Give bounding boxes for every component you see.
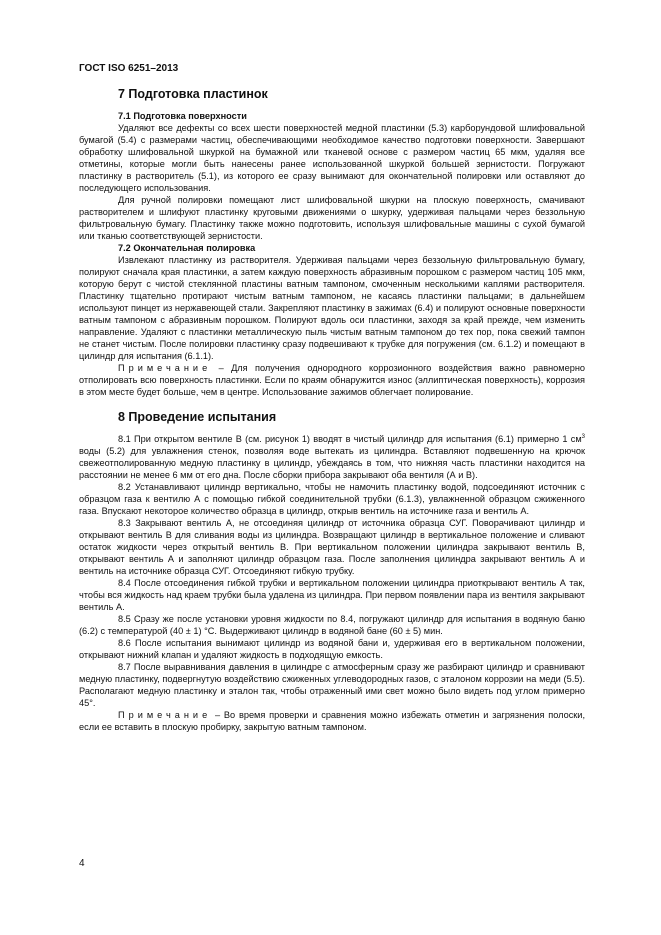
document-header: ГОСТ ISO 6251–2013 — [79, 63, 179, 74]
section-7-title: 7 Подготовка пластинок — [118, 87, 268, 101]
paragraph-8-6: 8.6 После испытания вынимают цилиндр из водяной бани и, удерживая его в вертикальном положении, открывают нижний клапан и удаляют жидкость в подходящую емкость. — [79, 638, 585, 660]
paragraph-8-2: 8.2 Устанавливают цилиндр вертикально, чтобы не намочить пластинку водой, подсоединяют источник с образцом газа к вентилю А с помощью гибкой соединительной трубки (6.1.3), увлажненной образцом сжиженного газа. Впускают некоторое количество образца в цилиндр, открыв вентиль на источнике газа и вентиль А. — [79, 482, 585, 516]
subsection-7-1-title: 7.1 Подготовка поверхности — [118, 111, 247, 121]
paragraph-7-1-1: Удаляют все дефекты со всех шести поверхностей медной пластинки (5.3) карборундовой шлифовальной бумагой (5.4) с размерами частиц, обеспечивающими необходимое качество подготовки поверхности. Завершают обработку шлифовальной шкуркой на бумажной или тканевой основе с размером частиц 65 мкм, удаляя все отметины, которые могли быть нанесены ранее использованной шкуркой большей зернистости. Погружают пластинку в растворитель (5.1), из которого ее сразу вынимают для окончательной полировки или оставляют до последующего использования. — [79, 123, 585, 193]
page-content — [79, 88, 585, 733]
note-7-2 — [79, 362, 585, 398]
note-label: Примечание — [118, 363, 212, 373]
section-8-title: 8 Проведение испытания — [118, 410, 277, 424]
note-text: – Во время проверки и сравнения можно избежать отметин и загрязнения полоски, если ее вставить в плоскую пробирку, закрытую ватным тампоном. — [79, 710, 585, 732]
paragraph-8-3: 8.3 Закрывают вентиль А, не отсоединяя цилиндр от источника образца СУГ. Поворачивают цилиндр и открывают вентиль В для сливания воды из цилиндра. Возвращают цилиндр в вертикальное положение и сливают остаток жидкости через открытый вентиль В. При вертикальном положении цилиндра закрывают вентиль В, открывают вентиль А и заполняют цилиндр образцом газа. После заполнения цилиндра закрывают вентиль А и вентиль на источнике образца СУГ. Отсоединяют гибкую трубку. — [79, 518, 585, 576]
paragraph-8-7: 8.7 После выравнивания давления в цилиндре с атмосферным сразу же разбирают цилиндр и сравнивают медную пластинку, подвергнутую воздействию сжиженных углеводородных газов, с эталоном коррозии на меди (5.5). Располагают медную пластинку и эталон так, чтобы отраженный ими свет можно было видеть под углом примерно 45°. — [79, 662, 585, 708]
note-text: – Для получения однородного коррозионного воздействия важно равномерно отполировать всю поверхность пластинки. Если по краям обнаружится износ (эллиптическая поверхность), коррозия в этом месте будет больше, чем в центре. Использование зажимов облегчает полирование. — [79, 363, 585, 397]
note-label: Примечание — [118, 710, 212, 720]
paragraph-8-1: 8.1 При открытом вентиле В (см. рисунок 1) вводят в чистый цилиндр для испытания (6.1) примерно 1 $см^3$ воды (5.2) для увлажнения стенок, позволяя воде вытекать из цилиндра. Вставляют подвешенную на крючок свежеотполированную медную пластинку в цилиндр, убеждаясь в том, что нижняя часть пластинки находится на расстоянии не менее 6 мм от его дна. После сборки прибора закрывают оба вентиля (А и В). — [79, 433, 585, 480]
paragraph-8-5: 8.5 Сразу же после установки уровня жидкости по 8.4, погружают цилиндр для испытания в водяную баню (6.2) с температурой (40 ± 1) °С. Выдерживают цилиндр в водяной бане (60 ± 5) мин. — [79, 614, 585, 636]
paragraph-7-2-1: Извлекают пластинку из растворителя. Удерживая пальцами через беззольную фильтровальную бумагу, полируют сначала края пластинки, а затем каждую поверхность абразивным порошком с размером частиц 105 мкм, которую берут с чистой стеклянной пластины ватным тампоном, смоченным несколькими каплями растворителя. Пластинку тщательно протирают чистым ватным тампоном, не касаясь пластинки пальцами; в дальнейшем используют пинцет из нержавеющей стали. Закрепляют пластинку в зажимах (6.4) и полируют основные поверхности ватным тампоном с абразивным порошком. Полируют вдоль оси пластинки, заходя за край прежде, чем изменить направление. Удаляют с пластинки металлическую пыль чистым ватным тампоном до тех пор, пока свежий тампон не станет чистым. После полировки пластинку сразу подвешивают к трубке для погружения (см. 6.1.2) и помещают в цилиндр для испытания (6.1.1). — [79, 255, 585, 361]
subsection-7-2-title: 7.2 Окончательная полировка — [118, 243, 256, 253]
note-8 — [79, 709, 585, 733]
paragraph-7-1-2: Для ручной полировки помещают лист шлифовальной шкурки на плоскую поверхность, смачивают растворителем и шлифуют пластинку круговыми движениями о шкурку, удерживая пальцами через беззольную фильтровальную бумагу. Пластинку также можно подготовить, используя шлифовальные машины с сухой бумагой или тканью соответствующей зернистости. — [79, 195, 585, 241]
page-number: 4 — [79, 858, 85, 869]
paragraph-8-4: 8.4 После отсоединения гибкой трубки и вертикальном положении цилиндра приоткрывают вентиль А так, чтобы вся жидкость над краем трубки была удалена из цилиндра. При первом появлении пара из вентиля закрывают вентиль А. — [79, 578, 585, 612]
superscript-3: 3 — [581, 433, 585, 440]
